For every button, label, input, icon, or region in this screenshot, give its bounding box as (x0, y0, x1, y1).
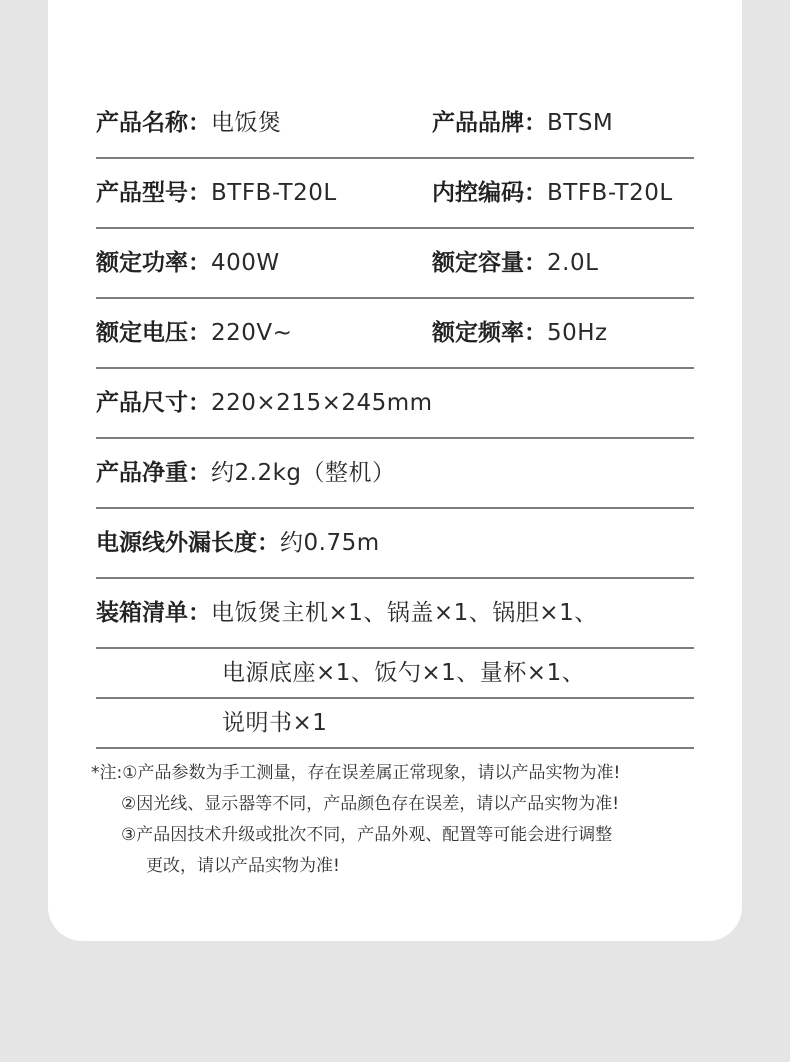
rated-frequency-value: 50Hz (547, 319, 608, 346)
spec-row (96, 299, 694, 369)
spec-row (96, 649, 694, 699)
spec-row (96, 159, 694, 229)
packing-list-line: 说明书×1 (222, 709, 328, 736)
rated-capacity-field (432, 249, 694, 276)
packing-list-label: 装箱清单： (96, 599, 211, 626)
spec-card (48, 0, 742, 941)
product-model-field (96, 179, 432, 206)
cord-length-value: 约0.75m (280, 529, 380, 556)
rated-voltage-label: 额定电压： (96, 319, 211, 346)
internal-code-value: BTFB-T20L (547, 179, 673, 206)
product-size-label: 产品尺寸： (96, 389, 211, 416)
product-model-label: 产品型号： (96, 179, 211, 206)
note-line: 更改，请以产品实物为准! (146, 856, 340, 876)
cord-length-label: 电源线外漏长度： (96, 529, 280, 556)
product-name-label: 产品名称： (96, 109, 211, 136)
disclaimer-notes (91, 758, 701, 882)
note-line: *注:①产品参数为手工测量，存在误差属正常现象，请以产品实物为准! (91, 763, 621, 783)
net-weight-label: 产品净重： (96, 459, 211, 486)
net-weight-value: 约2.2kg（整机） (211, 459, 396, 486)
packing-list-line: 电源底座×1、饭勺×1、量杯×1、 (222, 659, 586, 686)
packing-list-line: 电饭煲主机×1、锅盖×1、锅胆×1、 (211, 599, 598, 626)
spec-row (96, 509, 694, 579)
rated-capacity-label: 额定容量： (432, 249, 547, 276)
internal-code-label: 内控编码： (432, 179, 547, 206)
rated-voltage-value: 220V~ (211, 319, 293, 346)
internal-code-field (432, 179, 694, 206)
spec-row (96, 89, 694, 159)
product-name-field (96, 109, 432, 136)
spec-row (96, 229, 694, 299)
product-brand-value: BTSM (547, 109, 614, 136)
spec-table (96, 89, 694, 749)
rated-capacity-value: 2.0L (547, 249, 599, 276)
product-size-value: 220×215×245mm (211, 389, 433, 416)
spec-row (96, 699, 694, 749)
rated-power-value: 400W (211, 249, 280, 276)
rated-power-field (96, 249, 432, 276)
rated-frequency-label: 额定频率： (432, 319, 547, 346)
product-name-value: 电饭煲 (211, 109, 282, 136)
product-brand-field (432, 109, 694, 136)
spec-row (96, 579, 694, 649)
spec-row (96, 369, 694, 439)
note-line: ②因光线、显示器等不同，产品颜色存在误差，请以产品实物为准! (121, 794, 620, 814)
product-brand-label: 产品品牌： (432, 109, 547, 136)
rated-voltage-field (96, 319, 432, 346)
rated-frequency-field (432, 319, 694, 346)
spec-row (96, 439, 694, 509)
product-model-value: BTFB-T20L (211, 179, 337, 206)
rated-power-label: 额定功率： (96, 249, 211, 276)
note-line: ③产品因技术升级或批次不同，产品外观、配置等可能会进行调整 (121, 825, 613, 845)
